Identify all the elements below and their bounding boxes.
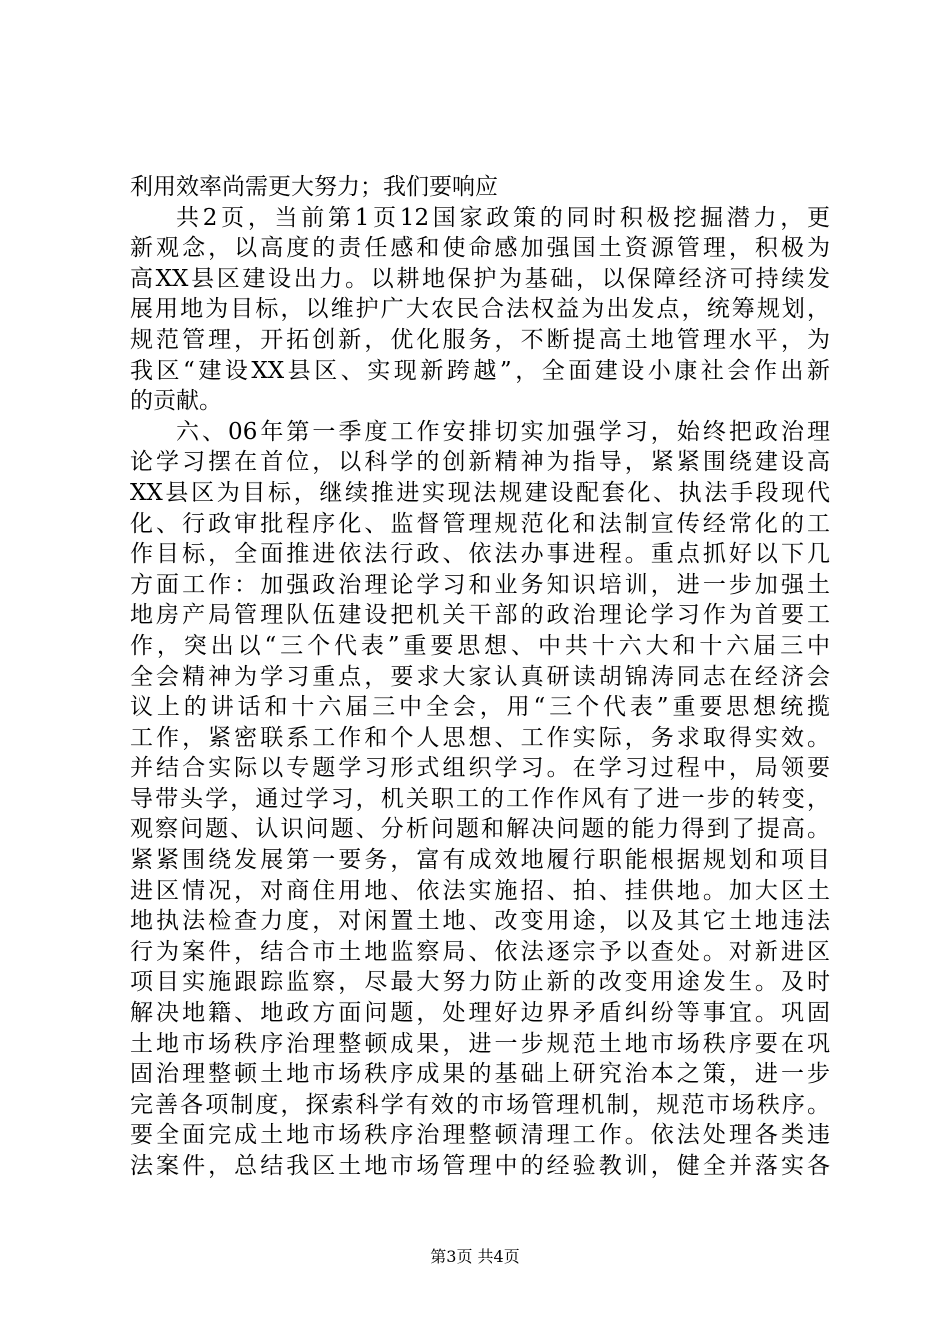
body-line: 规范管理，开拓创新，优化服务，不断提高土地管理水平，为: [130, 326, 830, 353]
body-line: 地执法检查力度，对闲置土地、改变用途，以及其它土地违法: [130, 908, 830, 935]
document-body: [130, 172, 830, 1182]
body-line: 的贡献。: [130, 388, 222, 415]
body-line: 紧紧围绕发展第一要务，富有成效地履行职能根据规划和项目: [130, 847, 830, 874]
body-line: 化、行政审批程序化、监督管理规范化和法制宣传经常化的工: [130, 510, 830, 537]
body-line: 议上的讲话和十六届三中全会，用“三个代表”重要思想统揽: [130, 694, 830, 721]
body-line: 土地市场秩序治理整顿成果，进一步规范土地市场秩序要在巩: [130, 1030, 830, 1057]
body-line: 要全面完成土地市场秩序治理整顿清理工作。依法处理各类违: [130, 1122, 830, 1149]
body-line: 新观念，以高度的责任感和使命感加强国土资源管理，积极为: [130, 235, 830, 262]
body-line: 共2页，当前第1页12国家政策的同时积极挖掘潜力，更: [176, 204, 830, 231]
body-line: 利用效率尚需更大努力；我们要响应: [130, 174, 498, 200]
body-line: 全会精神为学习重点，要求大家认真研读胡锦涛同志在经济会: [130, 663, 830, 690]
body-line: 工作，紧密联系工作和个人思想、工作实际，务求取得实效。: [130, 724, 830, 751]
body-line: 高XX县区建设出力。以耕地保护为基础，以保障经济可持续发: [130, 265, 830, 292]
body-line: 导带头学，通过学习，机关职工的工作作风有了进一步的转变，: [130, 785, 830, 812]
body-line: 我区“建设XX县区、实现新跨越”，全面建设小康社会作出新: [130, 357, 830, 384]
body-line: XX县区为目标，继续推进实现法规建设配套化、执法手段现代: [130, 479, 830, 506]
body-line: 六、06年第一季度工作安排切实加强学习，始终把政治理: [176, 418, 830, 445]
body-line: 作目标，全面推进依法行政、依法办事进程。重点抓好以下几: [130, 541, 830, 568]
page-footer: 第3页 共4页: [430, 1247, 520, 1266]
body-line: 项目实施跟踪监察，尽最大努力防止新的改变用途发生。及时: [130, 969, 830, 996]
body-line: 法案件，总结我区土地市场管理中的经验教训，健全并落实各: [130, 1153, 830, 1179]
body-line: 论学习摆在首位，以科学的创新精神为指导，紧紧围绕建设高: [130, 449, 830, 476]
body-line: 作，突出以“三个代表”重要思想、中共十六大和十六届三中: [130, 632, 830, 659]
body-line: 展用地为目标，以维护广大农民合法权益为出发点，统筹规划，: [130, 296, 830, 323]
body-line: 完善各项制度，探索科学有效的市场管理机制，规范市场秩序。: [130, 1091, 830, 1118]
body-line: 解决地籍、地政方面问题，处理好边界矛盾纠纷等事宜。巩固: [130, 1000, 830, 1027]
body-line: 行为案件，结合市土地监察局、依法逐宗予以查处。对新进区: [130, 938, 830, 965]
body-line: 方面工作：加强政治理论学习和业务知识培训，进一步加强土: [130, 571, 830, 598]
body-line: 进区情况，对商住用地、依法实施招、拍、挂供地。加大区土: [130, 877, 830, 904]
body-line: 观察问题、认识问题、分析问题和解决问题的能力得到了提高。: [130, 816, 830, 843]
body-line: 固治理整顿土地市场秩序成果的基础上研究治本之策，进一步: [130, 1061, 830, 1088]
body-line: 并结合实际以专题学习形式组织学习。在学习过程中，局领要: [130, 755, 830, 782]
body-line: 地房产局管理队伍建设把机关干部的政治理论学习作为首要工: [130, 602, 830, 629]
